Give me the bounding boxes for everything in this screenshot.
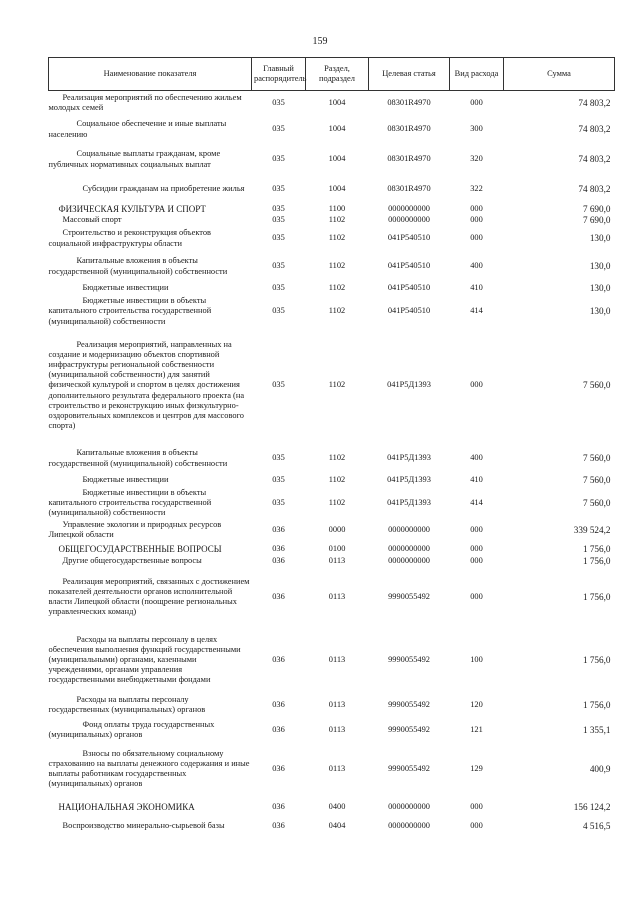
table-header-row — [49, 58, 615, 91]
row-name: Фонд оплаты труда государственных (муниципальных) органов — [48, 719, 215, 740]
row-article: 9990055492 — [388, 700, 430, 709]
row-name: Капитальные вложения в объекты государственной (муниципальной) собственности — [48, 256, 228, 276]
row-section: 1100 — [328, 203, 346, 213]
page-number: 159 — [312, 36, 328, 47]
row-section: 1102 — [328, 453, 346, 463]
row-sum: 1 355,1 — [582, 725, 611, 735]
row-sum: 4 516,5 — [582, 821, 611, 831]
row-section: 1102 — [328, 475, 346, 485]
row-type: 000 — [470, 821, 483, 830]
row-admin: 036 — [272, 725, 285, 734]
row-admin: 036 — [272, 592, 285, 601]
row-section: 0404 — [328, 821, 346, 830]
row-name: Строительство и реконструкция объектов социальной инфраструктуры области — [48, 228, 211, 248]
row-admin: 035 — [272, 203, 285, 213]
row-sum: 7 560,0 — [582, 497, 611, 508]
row-section: 1004 — [328, 154, 346, 164]
row-article: 9990055492 — [388, 764, 430, 773]
row-type: 121 — [470, 725, 483, 734]
table-row — [49, 328, 615, 444]
row-article: 041P540510 — [387, 261, 431, 271]
table-row — [49, 692, 615, 718]
row-admin: 035 — [272, 233, 285, 243]
row-admin: 035 — [272, 283, 285, 293]
row-type: 000 — [470, 525, 483, 534]
row-article: 0000000000 — [388, 555, 430, 565]
row-admin: 036 — [272, 655, 285, 664]
row-admin: 035 — [272, 306, 285, 316]
row-section: 0113 — [328, 655, 346, 664]
row-name: Бюджетные инвестиции — [82, 475, 169, 485]
row-section: 0113 — [328, 764, 346, 773]
row-sum: 7 690,0 — [582, 214, 611, 225]
row-name: НАЦИОНАЛЬНАЯ ЭКОНОМИКА — [58, 802, 195, 812]
row-section: 0113 — [328, 700, 346, 709]
table-row — [49, 144, 615, 176]
row-admin: 035 — [272, 261, 285, 271]
row-type: 410 — [470, 475, 483, 485]
row-section: 1102 — [328, 497, 346, 507]
row-name: Реализация мероприятий, связанных с достижением показателей деятельности органов исполнительной власти Липецкой области (поощрение региональных управленческих команд) — [48, 576, 250, 617]
row-article: 041P540510 — [387, 306, 431, 316]
row-article: 041P540510 — [387, 283, 431, 293]
header-admin: Главный распорядитель — [252, 58, 306, 91]
table-row — [49, 474, 615, 488]
row-name: Реализация мероприятий, направленных на создание и модернизацию объектов спортивной инфраструктуры региональной собственности (муниципальной собственности) для занятий физической культурой и спортом в целях достижения дополнительного результата федерального проекта (на строительство и реконструкцию иных физкультурно-оздоровительных комплексов и центров для массового спорта) — [48, 339, 245, 431]
row-name: Бюджетные инвестиции — [82, 283, 169, 293]
row-type: 000 — [470, 233, 483, 243]
row-name: Капитальные вложения в объекты государственной (муниципальной) собственности — [48, 448, 228, 468]
table-row — [49, 282, 615, 296]
row-sum: 1 756,0 — [582, 592, 611, 602]
row-sum: 400,9 — [589, 764, 611, 774]
row-article: 9990055492 — [388, 655, 430, 664]
row-admin: 035 — [272, 184, 285, 194]
row-section: 1102 — [328, 306, 346, 316]
row-type: 300 — [470, 124, 483, 134]
row-article: 9990055492 — [388, 725, 430, 734]
header-type: Вид расхода — [450, 58, 504, 91]
row-name: Бюджетные инвестиции в объекты капитального строительства государственной (муниципальной) собственности — [48, 487, 212, 517]
header-sum: Сумма — [504, 58, 615, 91]
row-sum: 7 560,0 — [582, 475, 611, 486]
row-section: 1004 — [328, 98, 346, 108]
row-admin: 036 — [272, 525, 285, 534]
row-type: 414 — [470, 497, 483, 507]
row-sum: 7 690,0 — [582, 203, 611, 214]
row-name: Расходы на выплаты персоналу государственных (муниципальных) органов — [48, 694, 206, 715]
row-section: 1004 — [328, 184, 346, 194]
row-article: 08301R4970 — [387, 184, 431, 194]
table-row — [49, 742, 615, 796]
row-type: 100 — [470, 655, 483, 664]
table-row — [49, 566, 615, 628]
row-type: 000 — [470, 214, 483, 224]
table-row — [49, 628, 615, 692]
header-article: Целевая статья — [369, 58, 450, 91]
row-name: Взносы по обязательному социальному страхованию на выплаты денежного содержания и иные выплаты работникам государственных (муниципальных) органов — [48, 748, 250, 789]
row-sum: 1 756,0 — [582, 555, 611, 566]
row-article: 0000000000 — [388, 525, 430, 534]
row-sum: 7 560,0 — [582, 380, 611, 391]
row-section: 0113 — [328, 555, 346, 565]
table-row — [49, 555, 615, 566]
row-article: 041P5Д1393 — [387, 453, 431, 463]
row-admin: 036 — [272, 802, 285, 811]
row-sum: 7 560,0 — [582, 453, 611, 464]
row-article: 041P540510 — [387, 233, 431, 243]
row-name: Управление экологии и природных ресурсов Липецкой области — [48, 519, 222, 540]
row-admin: 036 — [272, 764, 285, 773]
row-type: 000 — [470, 203, 483, 213]
row-sum: 74 803,2 — [578, 184, 611, 195]
row-type: 400 — [470, 453, 483, 463]
row-sum: 339 524,2 — [573, 525, 611, 535]
row-article: 0000000000 — [388, 543, 430, 553]
row-type: 120 — [470, 700, 483, 709]
row-article: 041P5Д1393 — [387, 497, 431, 507]
table-row — [49, 518, 615, 542]
row-type: 129 — [470, 764, 483, 773]
header-section: Раздел, подраздел — [306, 58, 369, 91]
row-admin: 036 — [272, 555, 285, 565]
row-type: 320 — [470, 154, 483, 164]
row-admin: 035 — [272, 475, 285, 485]
row-type: 000 — [470, 592, 483, 601]
row-article: 08301R4970 — [387, 98, 431, 108]
table-row — [49, 252, 615, 282]
row-section: 0400 — [328, 802, 346, 811]
row-article: 041P5Д1393 — [387, 380, 431, 390]
row-section: 0113 — [328, 592, 346, 601]
row-admin: 035 — [272, 98, 285, 108]
row-type: 000 — [470, 543, 483, 553]
row-sum: 1 756,0 — [582, 655, 611, 665]
header-name: Наименование показателя — [49, 58, 252, 91]
table-row — [49, 91, 615, 116]
row-section: 0000 — [328, 525, 346, 534]
table-row — [49, 488, 615, 519]
row-type: 400 — [470, 261, 483, 271]
table-row — [49, 116, 615, 144]
row-admin: 035 — [272, 154, 285, 164]
row-admin: 035 — [272, 214, 285, 224]
row-admin: 035 — [272, 497, 285, 507]
row-sum: 74 803,2 — [578, 154, 611, 165]
row-name: Массовый спорт — [62, 214, 122, 224]
row-sum: 130,0 — [589, 261, 611, 272]
table-row — [49, 444, 615, 474]
row-name: Социальное обеспечение и иные выплаты населению — [48, 119, 227, 139]
row-name: Бюджетные инвестиции в объекты капитального строительства государственной (муниципальной) собственности — [48, 296, 212, 326]
row-type: 000 — [470, 802, 483, 811]
row-sum: 1 756,0 — [582, 543, 611, 554]
row-admin: 036 — [272, 700, 285, 709]
row-article: 041P5Д1393 — [387, 475, 431, 485]
row-name: Другие общегосударственные вопросы — [62, 555, 202, 565]
table-row — [49, 176, 615, 204]
row-article: 08301R4970 — [387, 154, 431, 164]
row-article: 08301R4970 — [387, 124, 431, 134]
row-section: 1102 — [328, 380, 346, 390]
row-admin: 035 — [272, 380, 285, 390]
row-sum: 130,0 — [589, 283, 611, 294]
row-section: 1102 — [328, 214, 346, 224]
row-article: 0000000000 — [388, 203, 430, 213]
row-article: 9990055492 — [388, 592, 430, 601]
row-article: 0000000000 — [388, 821, 430, 830]
row-admin: 035 — [272, 453, 285, 463]
row-name: Реализация мероприятий по обеспечению жильем молодых семей — [48, 93, 242, 113]
row-sum: 130,0 — [589, 306, 611, 317]
row-type: 000 — [470, 555, 483, 565]
row-sum: 74 803,2 — [578, 98, 611, 109]
table-row — [49, 215, 615, 226]
row-section: 1102 — [328, 261, 346, 271]
row-type: 322 — [470, 184, 483, 194]
row-name: Расходы на выплаты персоналу в целях обеспечения выполнения функций государственными (муниципальными) органами, казенными учреждениями, органами управления государственными внебюджетными фондами — [48, 634, 241, 685]
row-article: 0000000000 — [388, 214, 430, 224]
row-admin: 036 — [272, 821, 285, 830]
budget-table — [48, 57, 615, 834]
row-type: 410 — [470, 283, 483, 293]
row-type: 414 — [470, 306, 483, 316]
row-section: 0100 — [328, 543, 346, 553]
row-name: Социальные выплаты гражданам, кроме публичных нормативных социальных выплат — [48, 149, 221, 169]
table-row — [49, 542, 615, 555]
row-admin: 035 — [272, 124, 285, 134]
row-section: 1102 — [328, 233, 346, 243]
table-row — [49, 226, 615, 252]
table-row — [49, 818, 615, 834]
table-row — [49, 204, 615, 215]
row-admin: 036 — [272, 543, 285, 553]
row-name: Воспроизводство минерально-сырьевой базы — [62, 821, 225, 830]
table-row — [49, 796, 615, 818]
row-section: 1102 — [328, 283, 346, 293]
row-type: 000 — [470, 380, 483, 390]
row-name: ОБЩЕГОСУДАРСТВЕННЫЕ ВОПРОСЫ — [58, 543, 222, 554]
table-row — [49, 718, 615, 742]
row-name: Субсидии гражданам на приобретение жилья — [82, 184, 245, 194]
table-row — [49, 296, 615, 328]
row-section: 1004 — [328, 124, 346, 134]
row-sum: 156 124,2 — [573, 802, 611, 812]
row-sum: 130,0 — [589, 233, 611, 244]
row-article: 0000000000 — [388, 802, 430, 811]
row-section: 0113 — [328, 725, 346, 734]
row-type: 000 — [470, 98, 483, 108]
row-sum: 74 803,2 — [578, 124, 611, 135]
row-sum: 1 756,0 — [582, 700, 611, 710]
row-name: ФИЗИЧЕСКАЯ КУЛЬТУРА И СПОРТ — [58, 203, 206, 214]
